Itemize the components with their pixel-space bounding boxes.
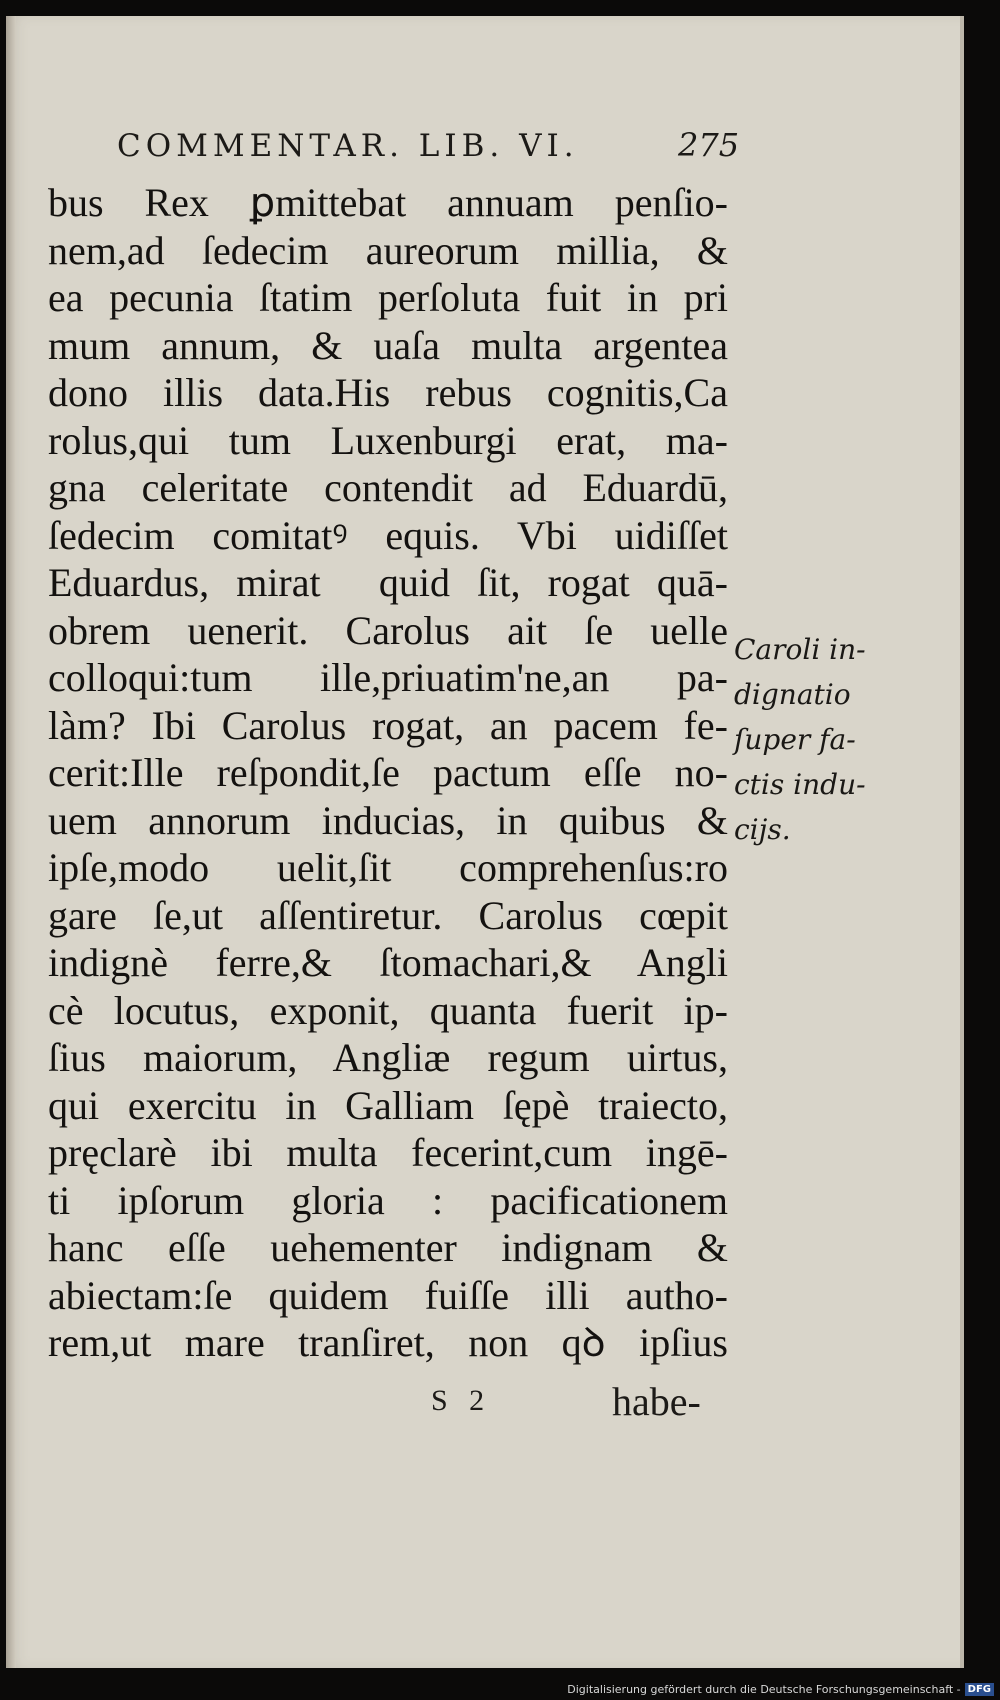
- text-line: ſius maiorum, Angliæ regum uirtus,: [48, 1035, 728, 1080]
- text-line: gare ſe,ut aſſentiretur. Carolus cœpit: [48, 892, 728, 938]
- catchword: habe-: [612, 1379, 701, 1424]
- marginal-note-line: dignatio: [734, 678, 851, 711]
- page-gutter-shadow: [6, 16, 16, 1668]
- text-line: làm? Ibi Carolus rogat, an pacem fe-: [48, 702, 728, 748]
- text-line: gna celeritate contendit ad Eduardū,: [48, 465, 728, 510]
- dfg-logo: DFG: [965, 1683, 994, 1696]
- text-line: ſedecim comitatꝰ equis. Vbi uidiſſet: [48, 512, 728, 558]
- digitization-credit: [567, 1683, 994, 1696]
- text-line: qui exercitu in Galliam ſępè traiecto,: [48, 1082, 728, 1128]
- text-line: ea pecunia ſtatim perſoluta fuit in pri: [48, 275, 728, 320]
- credit-text: Digitalisierung gefördert durch die Deutsche Forschungsgemeinschaft -: [567, 1683, 961, 1696]
- text-line: bus Rex ꝑmittebat annuam penſio-: [48, 180, 728, 225]
- text-line: pręclarè ibi multa fecerint,cum ingē-: [48, 1130, 728, 1175]
- text-line: colloqui:tum ille,priuatim'ne,an pa-: [48, 655, 728, 700]
- text-line: indignè ferre,& ſtomachari,& Angli: [48, 940, 728, 985]
- text-line: dono illis data.His rebus cognitis,Ca: [48, 370, 728, 415]
- text-line: hanc eſſe uehementer indignam &: [48, 1225, 728, 1270]
- marginal-note-line: cijs.: [734, 813, 791, 846]
- text-line: ipſe,modo uelit,ſit comprehenſus:ro: [48, 845, 728, 890]
- page-number: 275: [678, 126, 740, 164]
- text-line: nem,ad ſedecim aureorum millia, &: [48, 227, 728, 273]
- book-page: [6, 16, 964, 1668]
- text-line: abiectam:ſe quidem fuiſſe illi autho-: [48, 1272, 728, 1318]
- text-line: rem,ut mare tranſiret, non qꝺ ipſius: [48, 1320, 728, 1365]
- marginal-note: [734, 627, 874, 852]
- main-text-block: [48, 179, 728, 1367]
- text-line: uem annorum inducias, in quibus &: [48, 797, 728, 843]
- text-line: cè locutus, exponit, quanta fuerit ip-: [48, 987, 728, 1033]
- marginal-note-line: ſuper fa-: [734, 723, 856, 756]
- marginal-note-line: ctis indu-: [734, 768, 866, 801]
- text-line: Eduardus, miratᷓ quid ſit, rogat quā-: [48, 560, 728, 605]
- marginal-note-line: Caroli in-: [734, 633, 866, 666]
- text-line: obrem uenerit. Carolus ait ſe uelle: [48, 607, 728, 653]
- text-line: ti ipſorum gloria : pacificationem: [48, 1177, 728, 1223]
- running-head: COMMENTAR. LIB. VI.: [117, 128, 579, 164]
- text-line: mum annum, & uaſa multa argentea: [48, 322, 728, 368]
- signature-mark: S 2: [431, 1384, 485, 1417]
- text-line: cerit:Ille reſpondit,ſe pactum eſſe no-: [48, 750, 728, 795]
- text-line: rolus,qui tum Luxenburgi erat, ma-: [48, 417, 728, 463]
